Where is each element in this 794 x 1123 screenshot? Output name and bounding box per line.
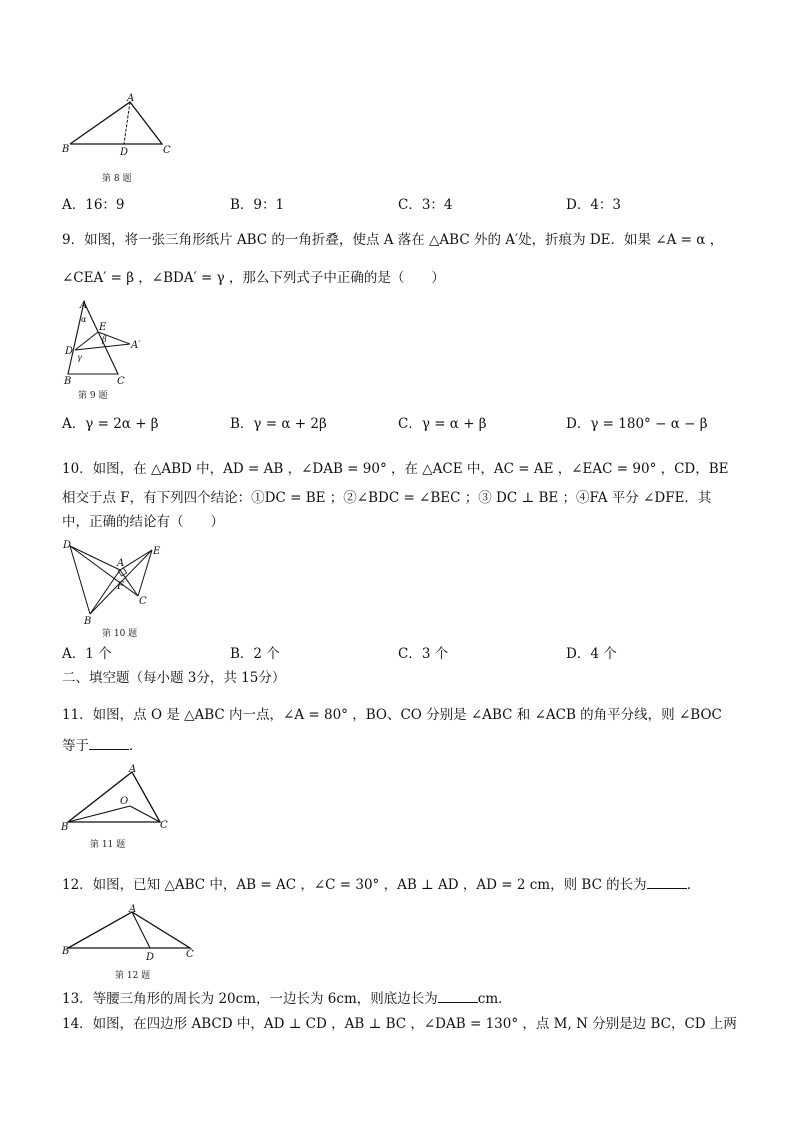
q9-fold-da2 (75, 344, 130, 350)
q12-stem-end: ． (686, 877, 701, 893)
q9-label-e: E (99, 322, 107, 333)
q8-option-d: D．4：3 (566, 197, 622, 213)
q12-triangle (68, 912, 190, 948)
q11-caption: 第 11 题 (90, 840, 126, 850)
q9-label-c: C (117, 376, 125, 387)
q8-segment-ad (124, 102, 130, 144)
q9-triangle (68, 302, 118, 374)
q12-label-a: A (129, 904, 137, 915)
q10-label-b: B (84, 616, 92, 627)
q14-stem: 14．如图，在四边形 ABCD 中，AD ⊥ CD ，AB ⊥ BC ，∠DAB = 130° ，点 M, N 分别是边 BC，CD 上两 (62, 1016, 737, 1032)
q8-triangle (70, 102, 162, 144)
q11-label-a: A (129, 764, 137, 775)
q10-label-e: E (153, 546, 161, 557)
q11-figure (60, 762, 180, 852)
q8-option-b: B．9：1 (230, 197, 285, 213)
q8-label-a: A (127, 93, 135, 104)
q9-fold-de (75, 332, 98, 350)
q13-stem (62, 988, 512, 1009)
q9-label-alpha: α (81, 315, 87, 324)
q10-stem-line1: 10．如图，在 △ABD 中，AD = AB ，∠DAB = 90° ，在 △ACE 中，AC = AE ，∠EAC = 90° ，CD，BE (62, 461, 729, 477)
q10-right-angle-mark (118, 568, 126, 576)
q12-stem-line1 (62, 874, 700, 895)
q10-label-a: A (117, 558, 125, 569)
q9-option-c: C．γ = α + β (398, 416, 487, 432)
q9-option-d: D．γ = 180° − α − β (566, 416, 708, 432)
q9-figure (60, 296, 150, 402)
q12-caption: 第 12 题 (115, 971, 151, 981)
q10-label-f: F (117, 581, 124, 592)
q9-label-a-prime: A′ (131, 340, 141, 351)
q9-caption: 第 9 题 (78, 391, 108, 401)
q13-stem-end: cm． (477, 991, 512, 1007)
q10-option-c: C．3 个 (398, 646, 449, 662)
q12-label-b: B (62, 946, 70, 957)
q8-label-b: B (62, 144, 70, 155)
q8-label-c: C (163, 145, 171, 156)
q11-label-b: B (61, 822, 69, 833)
q10-caption: 第 10 题 (102, 629, 138, 639)
q8-option-c: C．3：4 (398, 197, 453, 213)
q13-stem-text: 13．等腰三角形的周长为 20cm，一边长为 6cm，则底边长为 (62, 991, 438, 1007)
q10-figure (60, 536, 170, 642)
q9-option-b: B．γ = α + 2β (230, 416, 327, 432)
q12-stem-text: 12．如图，已知 △ABC 中，AB = AC ，∠C = 30° ，AB ⊥ AD ，AD = 2 cm，则 BC 的长为 (62, 877, 647, 893)
q9-label-d: D (65, 346, 74, 357)
q12-label-c: C (186, 949, 194, 960)
q10-label-d: D (63, 540, 72, 551)
q10-option-a: A．1 个 (62, 646, 112, 662)
q11-answer-blank[interactable] (89, 735, 129, 750)
q12-label-d: D (146, 952, 155, 963)
q9-stem-line2: ∠CEA′ = β ，∠BDA′ = γ ，那么下列式子中正确的是（ ） (62, 270, 445, 286)
q9-label-b: B (64, 376, 72, 387)
q11-label-o: O (120, 796, 129, 807)
q10-seg-ab (90, 570, 120, 614)
q12-answer-blank[interactable] (647, 874, 687, 889)
q10-option-b: B．2 个 (230, 646, 280, 662)
q13-answer-blank[interactable] (438, 988, 478, 1003)
q10-seg-db (70, 546, 90, 614)
q11-stem-line2 (62, 735, 143, 756)
q9-option-a: A．γ = 2α + β (62, 416, 159, 432)
q12-figure (60, 902, 200, 984)
q8-label-d: D (120, 147, 129, 158)
q8-option-a: A．16：9 (62, 197, 125, 213)
q9-label-beta: β (102, 335, 107, 344)
q9-label-a: A (80, 300, 88, 311)
q10-option-d: D．4 个 (566, 646, 617, 662)
q10-seg-da (70, 546, 120, 570)
section2-heading: 二、填空题（每小题 3分，共 15分） (62, 670, 286, 686)
q9-stem-line1: 9．如图，将一张三角形纸片 ABC 的一角折叠，使点 A 落在 △ABC 外的 A′处，折痕为 DE．如果 ∠A = α ， (62, 232, 724, 248)
q11-stem-line1: 11．如图，点 O 是 △ABC 内一点，∠A = 80° ，BO、CO 分别是 ∠ABC 和 ∠ACB 的角平分线，则 ∠BOC (62, 707, 722, 723)
q8-caption: 第 8 题 (102, 174, 132, 184)
q11-stem-line2-end: ． (129, 738, 143, 754)
q10-label-c: C (139, 596, 147, 607)
q10-seg-dc (70, 546, 138, 596)
q10-stem-line3: 中，正确的结论有（ ） (62, 514, 224, 530)
q11-stem-line2-text: 等于 (62, 738, 89, 754)
q9-label-gamma: γ (77, 353, 82, 362)
q11-label-c: C (160, 820, 168, 831)
q8-figure (60, 92, 180, 186)
q10-stem-line2: 相交于点 F，有下列四个结论：①DC = BE ；②∠BDC = ∠BEC ；③ DC ⊥ BE ；④FA 平分 ∠DFE．其 (62, 490, 712, 506)
